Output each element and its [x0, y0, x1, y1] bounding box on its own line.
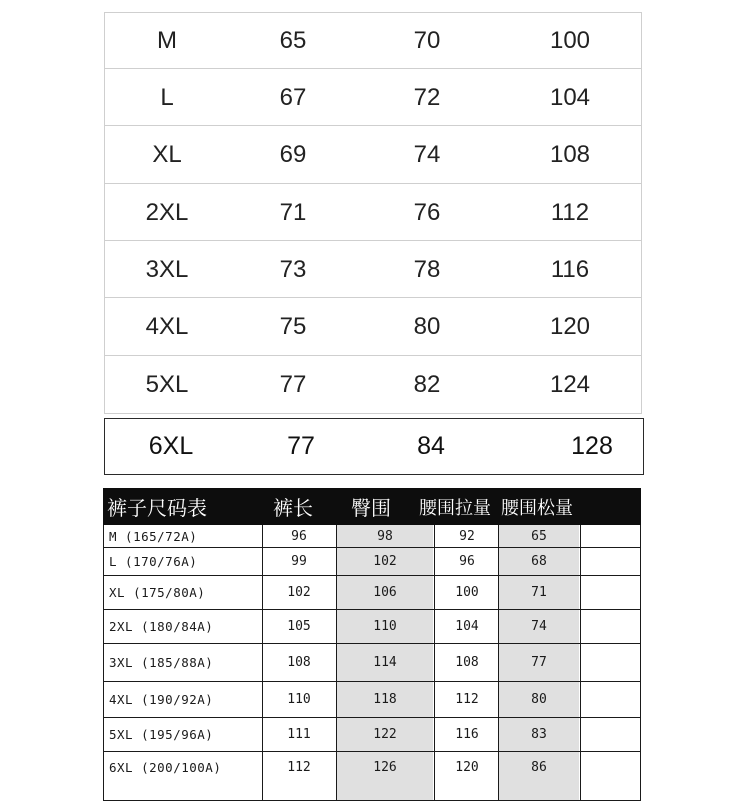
value-cell: 111	[287, 726, 311, 742]
header-title: 裤子尺码表	[107, 496, 207, 520]
size-label: 2XL (180/84A)	[109, 618, 214, 634]
value-cell: 102	[373, 553, 397, 569]
value-cell: 82	[413, 370, 441, 398]
value-cell: 120	[455, 759, 479, 775]
value-cell: 65	[531, 528, 547, 544]
value-cell: 99	[291, 553, 307, 569]
value-cell: 71	[279, 198, 307, 226]
value-cell: 108	[549, 141, 591, 168]
value-cell: 108	[287, 654, 311, 670]
table-header	[103, 488, 641, 525]
value-cell: 74	[413, 141, 441, 168]
size-label: L (170/76A)	[109, 553, 198, 569]
table-row	[103, 547, 641, 575]
table-row	[103, 609, 641, 643]
top-size-row	[104, 355, 642, 414]
header-length: 裤长	[273, 496, 313, 520]
size-label: 4XL (190/92A)	[109, 691, 214, 707]
table-row	[103, 717, 641, 751]
value-cell: 74	[531, 618, 547, 634]
value-cell: 86	[531, 759, 547, 775]
value-cell: 106	[373, 584, 397, 600]
value-cell: 68	[531, 553, 547, 569]
value-cell: 77	[279, 370, 307, 398]
value-cell: 110	[287, 691, 311, 707]
value-cell: 112	[455, 691, 479, 707]
value-cell: 116	[550, 255, 590, 283]
value-cell: 65	[279, 27, 307, 54]
size-label: 6XL (200/100A)	[109, 759, 222, 775]
size-label: 2XL	[145, 198, 189, 226]
table-row	[103, 751, 641, 783]
value-cell: 105	[287, 618, 311, 634]
table-row	[103, 681, 641, 717]
value-cell: 96	[291, 528, 307, 544]
top-size-row	[104, 297, 642, 356]
size-label: 3XL (185/88A)	[109, 654, 214, 670]
table-row	[103, 575, 641, 609]
value-cell: 73	[279, 255, 307, 283]
value-cell: 76	[413, 198, 441, 226]
size-label: 3XL	[145, 255, 189, 283]
table-row	[103, 525, 641, 547]
value-cell: 100	[549, 27, 591, 54]
size-label: 4XL	[145, 313, 189, 340]
size-label: 5XL	[145, 370, 189, 398]
header-waist-stretch: 腰围拉量	[419, 497, 491, 519]
value-cell: 75	[279, 313, 307, 340]
value-cell: 72	[413, 83, 441, 111]
value-cell: 112	[550, 198, 590, 226]
value-cell: 124	[549, 370, 591, 398]
value-cell: 78	[413, 255, 441, 283]
value-cell: 70	[413, 27, 441, 54]
value-cell: 120	[549, 313, 591, 340]
value-cell: 122	[373, 726, 397, 742]
top-size-row	[104, 183, 642, 241]
value-cell: 80	[413, 313, 441, 340]
value-cell: 128	[571, 432, 613, 460]
value-cell: 77	[287, 432, 315, 460]
value-cell: 104	[455, 618, 479, 634]
size-label: 6XL	[148, 432, 194, 460]
value-cell: 77	[531, 654, 547, 670]
top-size-row	[104, 240, 642, 298]
value-cell: 98	[377, 528, 393, 544]
value-cell: 67	[279, 83, 307, 111]
size-label: 5XL (195/96A)	[109, 726, 214, 742]
value-cell: 84	[417, 432, 445, 460]
top-size-row	[104, 68, 642, 126]
top-size-row	[104, 125, 642, 184]
value-cell: 100	[455, 584, 479, 600]
value-cell: 126	[373, 759, 397, 775]
value-cell: 114	[373, 654, 397, 670]
value-cell: 96	[459, 553, 475, 569]
value-cell: 71	[531, 584, 547, 600]
header-waist-relaxed: 腰围松量	[501, 497, 573, 519]
top-size-row-6xl	[104, 418, 644, 475]
size-label: L	[160, 83, 174, 111]
value-cell: 69	[279, 141, 307, 168]
table-row	[103, 643, 641, 681]
value-cell: 80	[531, 691, 547, 707]
header-hip: 臀围	[351, 496, 391, 520]
value-cell: 102	[287, 584, 311, 600]
value-cell: 116	[455, 726, 479, 742]
value-cell: 104	[549, 83, 591, 111]
value-cell: 92	[459, 528, 475, 544]
value-cell: 108	[455, 654, 479, 670]
value-cell: 112	[287, 759, 311, 775]
top-size-row	[104, 12, 642, 69]
size-label: M	[157, 27, 177, 54]
size-label: M (165/72A)	[109, 528, 198, 544]
size-label: XL (175/80A)	[109, 584, 206, 600]
value-cell: 118	[373, 691, 397, 707]
size-label: XL	[152, 141, 182, 168]
value-cell: 110	[373, 618, 397, 634]
value-cell: 83	[531, 726, 547, 742]
